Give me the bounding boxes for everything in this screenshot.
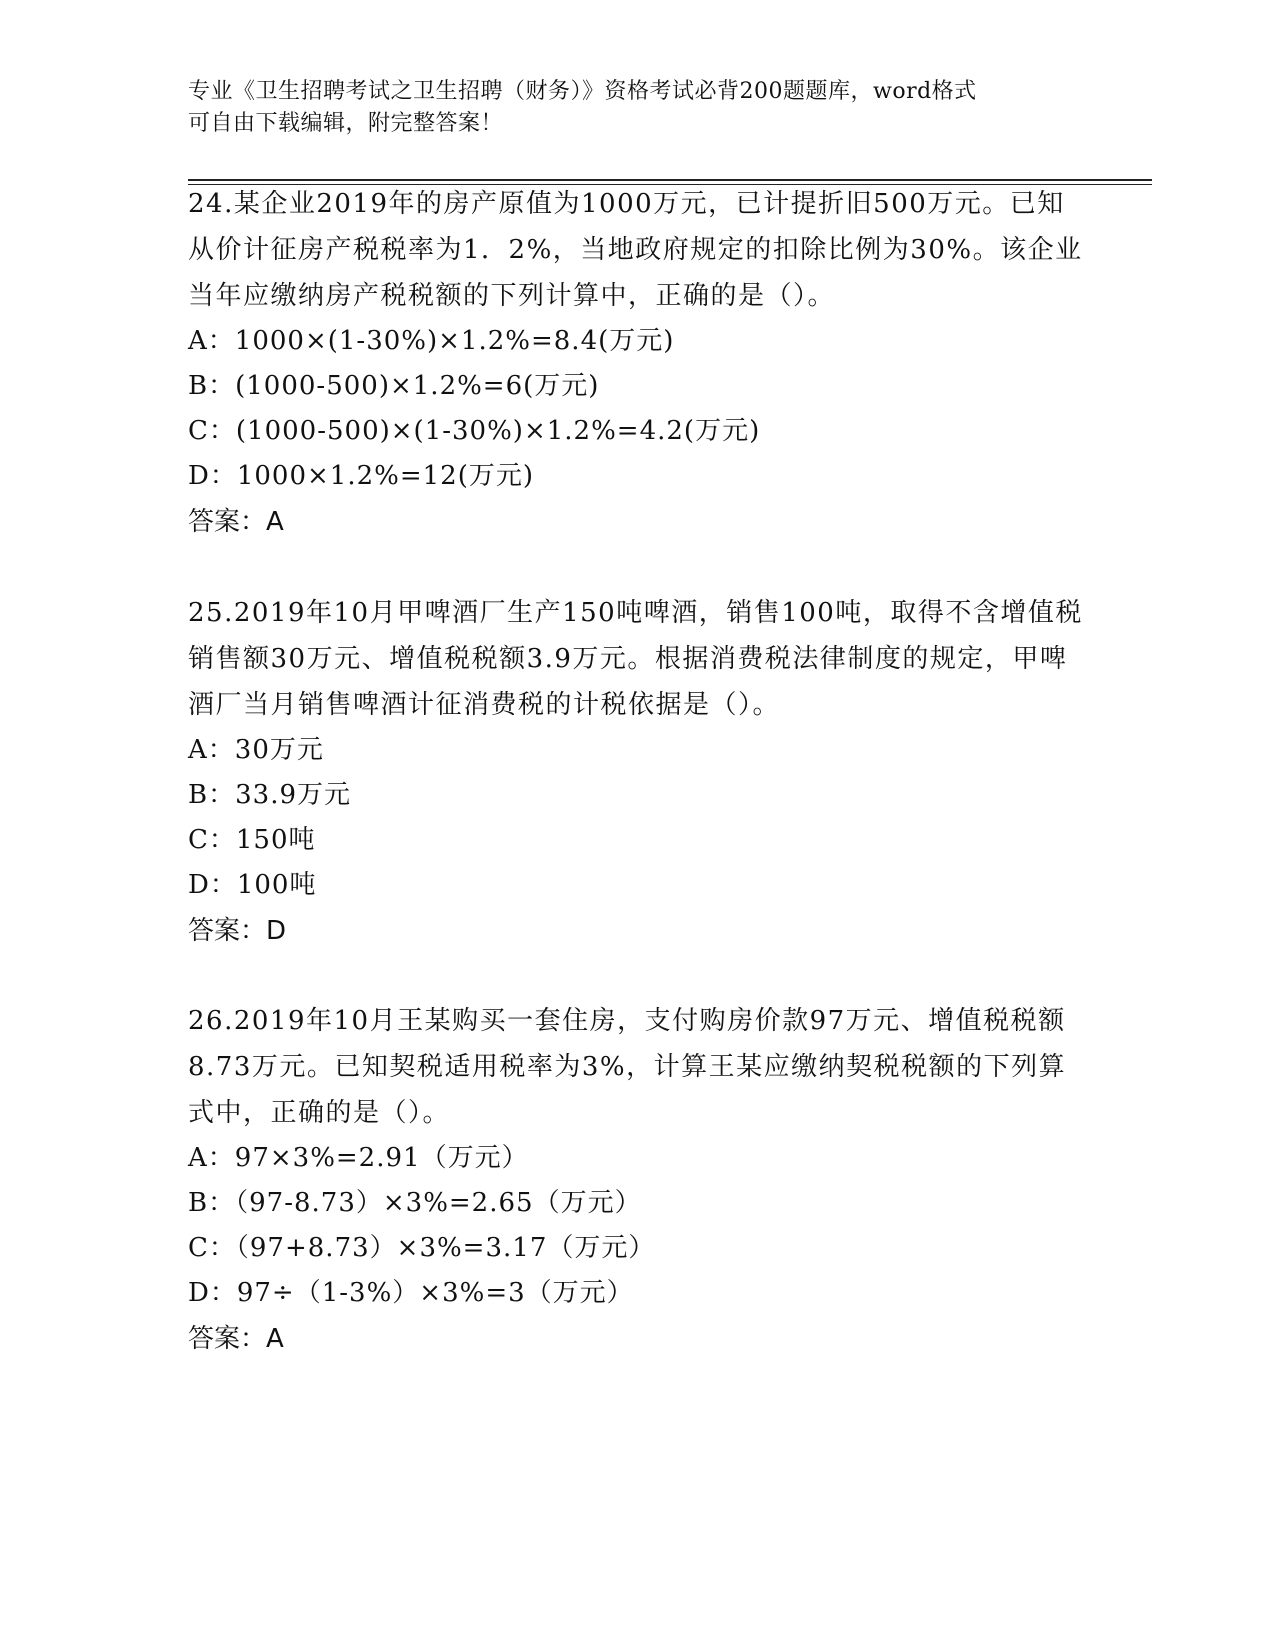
option-a: A：30万元 xyxy=(188,735,324,765)
question-stem: 24.某企业2019年的房产原值为1000万元，已计提折旧500万元。已知从价计征房产税税率为1．2%，当地政府规定的扣除比例为30%。该企业当年应缴纳房产税税额的下列计算中，正确的是（）。 xyxy=(188,189,1083,311)
question-24 xyxy=(188,181,1088,545)
answer: 答案：A xyxy=(188,1324,284,1354)
header-line-1: 专业《卫生招聘考试之卫生招聘（财务）》资格考试必背200题题库，word格式 xyxy=(188,79,977,104)
document-header xyxy=(188,76,1068,140)
option-b: B：（97-8.73）×3%=2.65（万元） xyxy=(188,1188,642,1218)
option-d: D：97÷（1-3%）×3%=3（万元） xyxy=(188,1278,634,1308)
option-b: B：(1000-500)×1.2%=6(万元) xyxy=(188,371,600,401)
option-d: D：1000×1.2%=12(万元) xyxy=(188,461,535,491)
question-stem: 25.2019年10月甲啤酒厂生产150吨啤酒，销售100吨，取得不含增值税销售额30万元、增值税税额3.9万元。根据消费税法律制度的规定，甲啤酒厂当月销售啤酒计征消费税的计税依据是（）。 xyxy=(188,598,1083,720)
option-d: D：100吨 xyxy=(188,870,317,900)
option-a: A：1000×(1-30%)×1.2%=8.4(万元) xyxy=(188,326,675,356)
option-c: C：150吨 xyxy=(188,825,316,855)
answer: 答案：A xyxy=(188,507,284,537)
header-line-2: 可自由下载编辑，附完整答案！ xyxy=(188,111,504,136)
option-c: C：(1000-500)×(1-30%)×1.2%=4.2(万元) xyxy=(188,416,761,446)
option-a: A：97×3%=2.91（万元） xyxy=(188,1143,529,1173)
question-stem: 26.2019年10月王某购买一套住房，支付购房价款97万元、增值税税额8.73万元。已知契税适用税率为3%，计算王某应缴纳契税税额的下列算式中，正确的是（）。 xyxy=(188,1006,1067,1128)
option-c: C：（97+8.73）×3%=3.17（万元） xyxy=(188,1233,656,1263)
question-26 xyxy=(188,998,1088,1362)
question-25 xyxy=(188,590,1088,954)
option-b: B：33.9万元 xyxy=(188,780,351,810)
answer: 答案：D xyxy=(188,916,287,946)
